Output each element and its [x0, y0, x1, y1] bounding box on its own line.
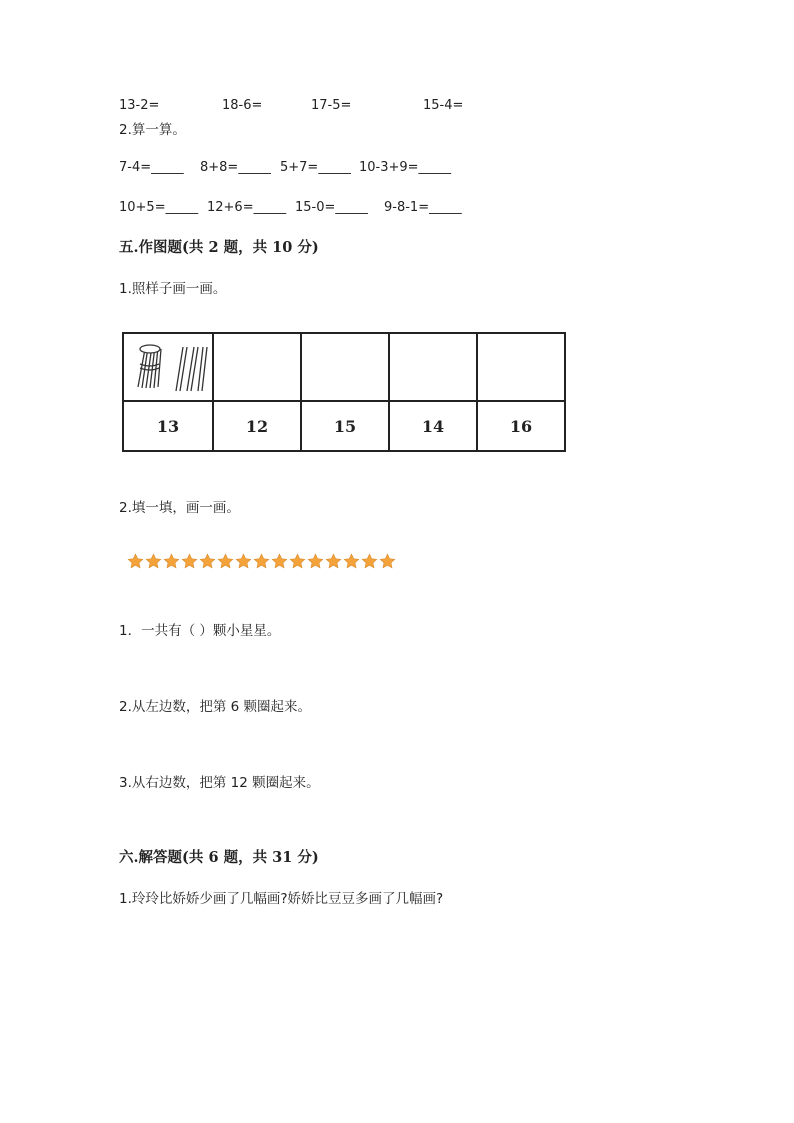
number-cell: 16 [477, 401, 565, 451]
star-icon[interactable] [181, 553, 198, 570]
equation: 15-4= [423, 98, 464, 113]
drawing-cell[interactable] [213, 333, 301, 401]
equation: 18-6= [222, 98, 263, 113]
question-text: 2.填一填，画一画。 [119, 500, 240, 516]
drawing-table [122, 332, 566, 452]
drawing-cell[interactable] [477, 333, 565, 401]
equation: 15-0=_____ [295, 200, 368, 215]
star-icon[interactable] [271, 553, 288, 570]
equation: 17-5= [311, 98, 352, 113]
question-title: 2.算一算。 [119, 122, 186, 138]
drawing-cell[interactable] [389, 333, 477, 401]
star-icon[interactable] [145, 553, 162, 570]
equation: 8+8=_____ [200, 160, 271, 175]
sticks-bundle-icon [128, 337, 208, 393]
equation: 10+5=_____ [119, 200, 199, 215]
sub-question: 2.从左边数，把第 6 颗圈起来。 [119, 699, 312, 715]
question-text: 1.照样子画一画。 [119, 281, 227, 297]
equation: 12+6=_____ [207, 200, 287, 215]
equation: 5+7=_____ [280, 160, 351, 175]
sub-question: 3.从右边数，把第 12 颗圈起来。 [119, 775, 320, 791]
number-cell: 12 [213, 401, 301, 451]
number-cell: 13 [123, 401, 213, 451]
section-title: 五.作图题(共 2 题，共 10 分) [119, 239, 319, 256]
number-cell: 14 [389, 401, 477, 451]
star-icon[interactable] [361, 553, 378, 570]
star-icon[interactable] [127, 553, 144, 570]
equation: 9-8-1=_____ [384, 200, 462, 215]
section-title: 六.解答题(共 6 题，共 31 分) [119, 849, 319, 866]
question-text: 1.玲玲比娇娇少画了几幅画?娇娇比豆豆多画了几幅画? [119, 891, 444, 907]
equation: 13-2= [119, 98, 160, 113]
star-icon[interactable] [217, 553, 234, 570]
star-icon[interactable] [163, 553, 180, 570]
star-icon[interactable] [307, 553, 324, 570]
number-cell: 15 [301, 401, 389, 451]
equation: 7-4=_____ [119, 160, 184, 175]
star-icon[interactable] [289, 553, 306, 570]
equation: 10-3+9=_____ [359, 160, 452, 175]
star-icon[interactable] [325, 553, 342, 570]
star-icon[interactable] [199, 553, 216, 570]
star-row [127, 553, 396, 570]
sub-question: 1．一共有（ ）颗小星星。 [119, 623, 281, 639]
star-icon[interactable] [253, 553, 270, 570]
star-icon[interactable] [235, 553, 252, 570]
sample-cell [123, 333, 213, 401]
star-icon[interactable] [379, 553, 396, 570]
drawing-cell[interactable] [301, 333, 389, 401]
star-icon[interactable] [343, 553, 360, 570]
